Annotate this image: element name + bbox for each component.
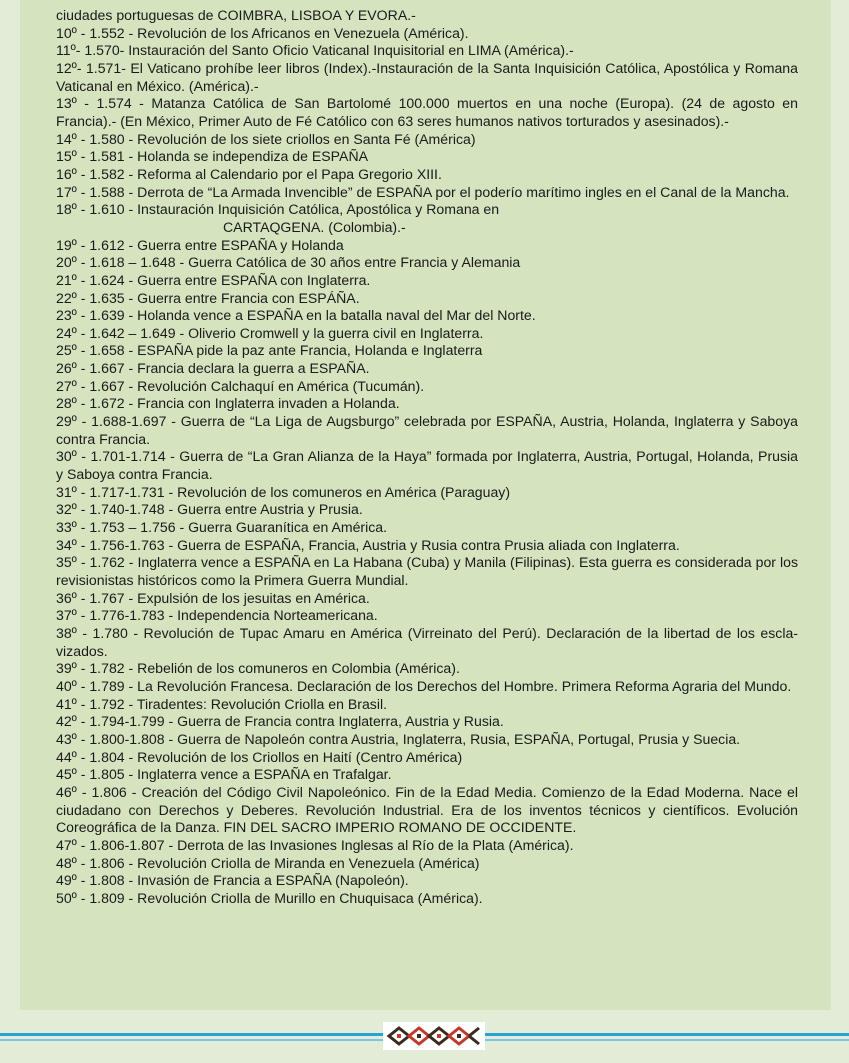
timeline-entry-24: 24º - 1.642 – 1.649 - Oliverio Cromwell y la guerra civil en Inglaterra. bbox=[56, 324, 484, 341]
timeline-entry-19: 19º - 1.612 - Guerra entre ESPAÑA y Holanda bbox=[56, 236, 344, 253]
timeline-entry-22: 22º - 1.635 - Guerra entre Francia con ESPÁÑA. bbox=[56, 289, 360, 306]
timeline-entry-20: 20º - 1.618 – 1.648 - Guerra Católica de 30 años entre Francia y Alemania bbox=[56, 254, 521, 271]
timeline-entry-25: 25º - 1.658 - ESPAÑA pide la paz ante Francia, Holanda e Inglaterra bbox=[56, 342, 483, 359]
timeline-entry-32: 32º - 1.740-1.748 - Guerra entre Austria y Prusia. bbox=[56, 501, 363, 518]
timeline-entry-28: 28º - 1.672 - Francia con Inglaterra invaden a Holanda. bbox=[56, 395, 400, 412]
timeline-entry-26: 26º - 1.667 - Francia declara la guerra a ESPAÑA. bbox=[56, 360, 370, 377]
timeline-entry-35: 35º - 1.762 - Inglaterra vence a ESPAÑA en La Habana (Cuba) y Manila (Filipinas). Esta guerra es considerada por los revisionistas históricos como la Primera Guerra Mundial. bbox=[56, 554, 798, 588]
timeline-entry-16: 16º - 1.582 - Reforma al Calendario por el Papa Gregorio XIII. bbox=[56, 165, 442, 182]
timeline-entry-47: 47º - 1.806-1.807 - Derrota de las Invasiones Inglesas al Río de la Plata (América). bbox=[56, 836, 574, 853]
timeline-entry-50: 50º - 1.809 - Revolución Criolla de Murillo en Chuquisaca (América). bbox=[56, 889, 483, 906]
timeline-entry-17: 17º - 1.588 - Derrota de “La Armada Invencible” de ESPAÑA por el poderío marítimo ingles en el Canal de la Mancha. bbox=[56, 183, 790, 200]
timeline-entry-46: 46º - 1.806 - Creación del Código Civil Napoleónico. Fin de la Edad Media. Comienzo de la Edad Moderna. Nace el ciudadano con Derechos y Deberes. Revolución Industrial. Era de los inventos técnicos y científicos. Evolución Coreográfica de la Danza. FIN DEL SACRO IMPERIO ROMANO DE OCCIDENTE. bbox=[56, 783, 798, 836]
timeline-entry-43: 43º - 1.800-1.808 - Guerra de Napoleón contra Austria, Inglaterra, Rusia, ESPAÑA, Portugal, Prusia y Suecia. bbox=[56, 730, 741, 747]
timeline-entry-37: 37º - 1.776-1.783 - Independencia Norteamericana. bbox=[56, 607, 378, 624]
timeline-entry-18: 18º - 1.610 - Instauración Inquisición Católica, Apostólica y Romana en bbox=[56, 201, 500, 218]
timeline-entry-42: 42º - 1.794-1.799 - Guerra de Francia contra Inglaterra, Austria y Rusia. bbox=[56, 713, 504, 730]
timeline-entry-12: 12º- 1.571- El Vaticano prohíbe leer libros (Index).-Instauración de la Santa Inquisición Católica, Apostólica y Romana Vaticanal en México. (América).- bbox=[56, 59, 798, 94]
timeline-entry-27: 27º - 1.667 - Revolución Calchaquí en América (Tucumán). bbox=[56, 377, 425, 394]
timeline-entry-41: 41º - 1.792 - Tiradentes: Revolución Criolla en Brasil. bbox=[56, 695, 388, 712]
timeline-entry-39: 39º - 1.782 - Rebelión de los comuneros en Colombia (América). bbox=[56, 660, 460, 677]
timeline-entry-34: 34º - 1.756-1.763 - Guerra de ESPAÑA, Francia, Austria y Rusia contra Prusia aliada con Inglaterra. bbox=[56, 536, 680, 553]
timeline-entry-09-continuation: ciudades portuguesas de COIMBRA, LISBOA Y EVORA.- bbox=[56, 7, 416, 23]
timeline-entry-13: 13º - 1.574 - Matanza Católica de San Bartolomé 100.000 muertos en una noche (Europa). (24 de agosto en Francia).- (En México, Primer Auto de Fé Católico con 63 seres humanos nativos torturados y asesinados).- bbox=[56, 95, 798, 129]
timeline-entry-29: 29º - 1.688-1.697 - Guerra de “La Liga de Augsburgo” celebrada por ESPAÑA, Austria, Holanda, Inglaterra y Saboya contra Francia. bbox=[56, 413, 798, 447]
timeline-entry-21: 21º - 1.624 - Guerra entre ESPAÑA con Inglaterra. bbox=[56, 271, 371, 288]
timeline-entry-10: 10º - 1.552 - Revolución de los Africanos en Venezuela (América). bbox=[56, 24, 469, 41]
timeline-entry-30: 30º - 1.701-1.714 - Guerra de “La Gran Alianza de la Haya” formada por Inglaterra, Austria, Portugal, Holanda, Prusia y Saboya contra Francia. bbox=[56, 448, 798, 483]
woven-pattern-ornament-icon bbox=[383, 1022, 485, 1050]
timeline-list bbox=[56, 7, 798, 907]
timeline-entry-40: 40º - 1.789 - La Revolución Francesa. Declaración de los Derechos del Hombre. Primera Reforma Agraria del Mundo. bbox=[56, 677, 792, 694]
timeline-entry-15: 15º - 1.581 - Holanda se independiza de ESPAÑA bbox=[56, 148, 369, 165]
timeline-entry-38: 38º - 1.780 - Revolución de Tupac Amaru en América (Virreinato del Perú). Declaración de la libertad de los escla-vizados. bbox=[56, 624, 798, 659]
timeline-entry-44: 44º - 1.804 - Revolución de los Criollos en Haití (Centro América) bbox=[56, 748, 463, 765]
timeline-entry-33: 33º - 1.753 – 1.756 - Guerra Guaranítica en América. bbox=[56, 519, 388, 536]
timeline-entry-14: 14º - 1.580 - Revolución de los siete criollos en Santa Fé (América) bbox=[56, 130, 476, 147]
timeline-entry-11: 11º- 1.570- Instauración del Santo Oficio Vaticanal Inquisitorial en LIMA (América).- bbox=[56, 42, 574, 59]
timeline-entry-49: 49º - 1.808 - Invasión de Francia a ESPAÑA (Napoleón). bbox=[56, 872, 409, 889]
timeline-entry-23: 23º - 1.639 - Holanda vence a ESPAÑA en la batalla naval del Mar del Norte. bbox=[56, 307, 536, 324]
timeline-entry-48: 48º - 1.806 - Revolución Criolla de Miranda en Venezuela (América) bbox=[56, 854, 480, 871]
timeline-entry-45: 45º - 1.805 - Inglaterra vence a ESPAÑA en Trafalgar. bbox=[56, 766, 392, 783]
timeline-entry-31: 31º - 1.717-1.731 - Revolución de los comuneros en América (Paraguay) bbox=[56, 483, 511, 500]
timeline-entry-18-continuation: CARTAQGENA. (Colombia).- bbox=[223, 218, 406, 235]
timeline-entry-36: 36º - 1.767 - Expulsión de los jesuitas en América. bbox=[56, 589, 370, 606]
